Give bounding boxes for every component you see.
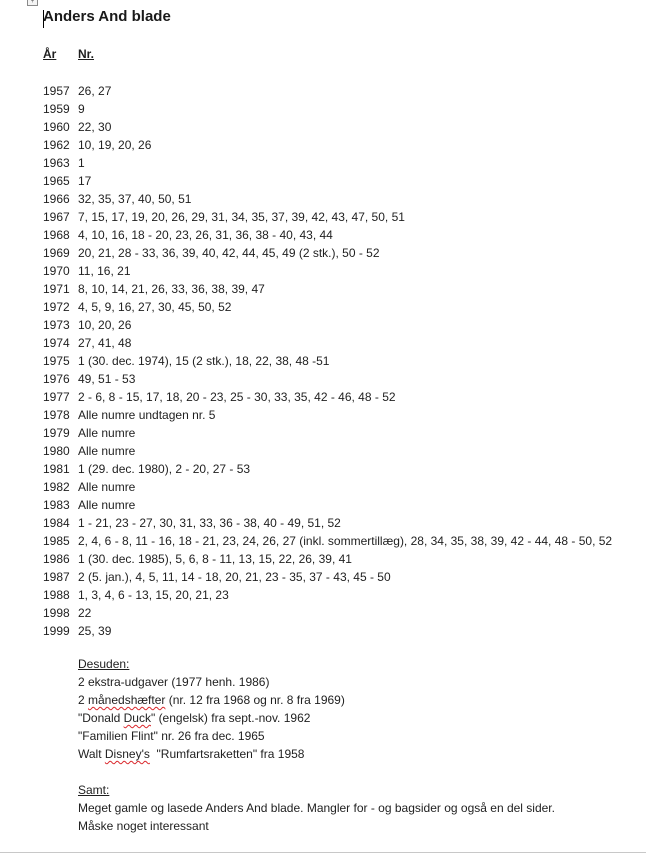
numbers-cell: 1 — [78, 156, 85, 170]
desuden-line: Walt Disney's "Rumfartsraketten" fra 1958 — [78, 747, 305, 761]
numbers-cell: Alle numre — [78, 444, 136, 458]
year-cell: 1959 — [43, 102, 70, 116]
year-cell: 1968 — [43, 228, 70, 242]
year-cell: 1962 — [43, 138, 70, 152]
year-cell: 1977 — [43, 390, 70, 404]
year-cell: 1982 — [43, 480, 70, 494]
column-header-nr: Nr. — [78, 47, 95, 61]
year-cell: 1985 — [43, 534, 70, 548]
numbers-cell: 1, 3, 4, 6 - 13, 15, 20, 21, 23 — [78, 588, 229, 602]
numbers-cell: 4, 10, 16, 18 - 20, 23, 26, 31, 36, 38 - 40, 43, 44 — [78, 228, 333, 242]
numbers-cell: 1 (29. dec. 1980), 2 - 20, 27 - 53 — [78, 462, 251, 476]
year-cell: 1979 — [43, 426, 70, 440]
spellcheck-word[interactable]: månedshæfter — [88, 693, 166, 707]
samt-line: Meget gamle og lasede Anders And blade. Mangler for - og bagsider og også en del sider. — [78, 801, 555, 815]
numbers-cell: 32, 35, 37, 40, 50, 51 — [78, 192, 192, 206]
numbers-cell: 22 — [78, 606, 92, 620]
desuden-heading: Desuden: — [78, 657, 130, 671]
samt-heading: Samt: — [78, 783, 110, 797]
table-move-handle-icon[interactable]: + — [27, 0, 38, 6]
year-cell: 1975 — [43, 354, 70, 368]
numbers-cell: 22, 30 — [78, 120, 112, 134]
year-cell: 1980 — [43, 444, 70, 458]
year-cell: 1971 — [43, 282, 70, 296]
numbers-cell: Alle numre undtagen nr. 5 — [78, 408, 216, 422]
additional-notes — [78, 655, 555, 835]
numbers-cell: 20, 21, 28 - 33, 36, 39, 40, 42, 44, 45, 49 (2 stk.), 50 - 52 — [78, 246, 380, 260]
year-cell: 1970 — [43, 264, 70, 278]
numbers-cell: 2 (5. jan.), 4, 5, 11, 14 - 18, 20, 21, 23 - 35, 37 - 43, 45 - 50 — [78, 570, 391, 584]
spellcheck-word[interactable]: Disney's — [104, 747, 150, 761]
year-cell: 1983 — [43, 498, 70, 512]
numbers-cell: 11, 16, 21 — [78, 264, 131, 278]
desuden-line: "Donald Duck" (engelsk) fra sept.-nov. 1962 — [78, 711, 311, 725]
year-cell: 1986 — [43, 552, 70, 566]
year-cell: 1988 — [43, 588, 70, 602]
numbers-cell: 49, 51 - 53 — [78, 372, 136, 386]
numbers-cell: 4, 5, 9, 16, 27, 30, 45, 50, 52 — [78, 300, 232, 314]
page-bottom-edge — [0, 852, 646, 853]
numbers-cell: Alle numre — [78, 498, 136, 512]
numbers-cell: 1 (30. dec. 1974), 15 (2 stk.), 18, 22, 38, 48 -51 — [78, 354, 330, 368]
desuden-line: 2 månedshæfter (nr. 12 fra 1968 og nr. 8 fra 1969) — [78, 693, 345, 707]
samt-line: Måske noget interessant — [78, 819, 209, 833]
year-cell: 1963 — [43, 156, 70, 170]
numbers-cell: 2, 4, 6 - 8, 11 - 16, 18 - 21, 23, 24, 26, 27 (inkl. sommertillæg), 28, 34, 35, 38, 39, 42 - 44, 48 - 50, 52 — [78, 534, 613, 548]
year-cell: 1998 — [43, 606, 70, 620]
year-cell: 1976 — [43, 372, 70, 386]
year-cell: 1967 — [43, 210, 70, 224]
desuden-line: "Familien Flint" nr. 26 fra dec. 1965 — [78, 729, 265, 743]
numbers-cell: 2 - 6, 8 - 15, 17, 18, 20 - 23, 25 - 30, 33, 35, 42 - 46, 48 - 52 — [78, 390, 396, 404]
spellcheck-word[interactable]: Duck — [123, 711, 151, 725]
year-cell: 1972 — [43, 300, 70, 314]
document-title: Anders And blade — [43, 8, 171, 25]
numbers-cell: Alle numre — [78, 426, 136, 440]
numbers-cell: 25, 39 — [78, 624, 112, 638]
year-cell: 1965 — [43, 174, 70, 188]
year-cell: 1957 — [43, 84, 70, 98]
numbers-cell: 26, 27 — [78, 84, 112, 98]
year-cell: 1960 — [43, 120, 70, 134]
numbers-cell: 7, 15, 17, 19, 20, 26, 29, 31, 34, 35, 37, 39, 42, 43, 47, 50, 51 — [78, 210, 405, 224]
numbers-cell: 17 — [78, 174, 92, 188]
numbers-cell: 27, 41, 48 — [78, 336, 132, 350]
year-cell: 1987 — [43, 570, 70, 584]
desuden-line: 2 ekstra-udgaver (1977 henh. 1986) — [78, 675, 270, 689]
year-cell: 1973 — [43, 318, 70, 332]
numbers-cell: 1 (30. dec. 1985), 5, 6, 8 - 11, 13, 15, 22, 26, 39, 41 — [78, 552, 352, 566]
numbers-cell: 1 - 21, 23 - 27, 30, 31, 33, 36 - 38, 40 - 49, 51, 52 — [78, 516, 341, 530]
year-cell: 1984 — [43, 516, 70, 530]
year-cell: 1981 — [43, 462, 70, 476]
year-cell: 1969 — [43, 246, 70, 260]
year-cell: 1966 — [43, 192, 70, 206]
numbers-cell: 8, 10, 14, 21, 26, 33, 36, 38, 39, 47 — [78, 282, 265, 296]
column-header-year: År — [43, 47, 57, 61]
numbers-cell: 10, 20, 26 — [78, 318, 132, 332]
spacer — [78, 763, 555, 781]
numbers-cell: 9 — [78, 102, 85, 116]
year-cell: 1978 — [43, 408, 70, 422]
numbers-cell: 10, 19, 20, 26 — [78, 138, 152, 152]
numbers-cell: Alle numre — [78, 480, 136, 494]
year-cell: 1999 — [43, 624, 70, 638]
year-cell: 1974 — [43, 336, 70, 350]
